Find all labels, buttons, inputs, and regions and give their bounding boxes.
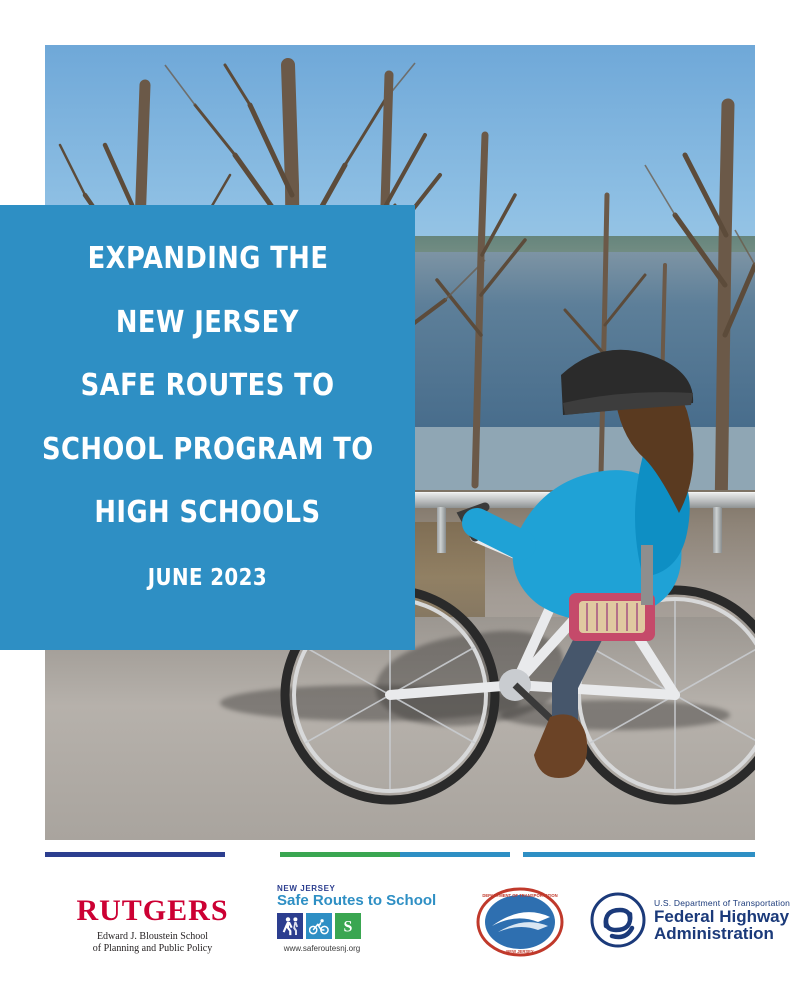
- srts-url[interactable]: www.saferoutesnj.org: [283, 943, 361, 953]
- rutgers-school-line-2: of Planning and Public Policy: [92, 943, 213, 955]
- rider: [477, 350, 693, 778]
- fhwa-department-line: U.S. Department of Transportation: [654, 897, 791, 908]
- title-line-3: SAFE ROUTES TO: [80, 368, 335, 403]
- title-panel: [0, 205, 415, 650]
- fhwa-name-line-2: Administration: [654, 924, 774, 943]
- footer: [0, 852, 800, 1006]
- publication-date: JUNE 2023: [147, 564, 268, 591]
- svg-text:DEPARTMENT OF TRANSPORTATION: DEPARTMENT OF TRANSPORTATION: [482, 893, 558, 898]
- title-line-4: SCHOOL PROGRAM TO: [41, 431, 374, 467]
- title-line-1: EXPANDING THE: [87, 241, 328, 276]
- fhwa-name-line-1: Federal Highway: [654, 906, 790, 926]
- blue-rule-1: [400, 852, 510, 857]
- bicycle-icon: [306, 913, 332, 939]
- rutgers-school-line-1: Edward J. Bloustein School: [96, 931, 209, 942]
- blue-rule-2: [523, 852, 755, 857]
- srts-program-name: Safe Routes to School: [277, 892, 437, 909]
- fhwa-triskelion-icon: [590, 892, 646, 948]
- rutgers-wordmark: RUTGERS: [76, 894, 229, 927]
- title-line-2: NEW JERSEY: [116, 304, 299, 340]
- bag-strap: [641, 545, 653, 605]
- rider-arm: [477, 523, 521, 545]
- srts-state-label: NEW JERSEY: [277, 884, 336, 893]
- njdot-seal: [468, 886, 573, 956]
- srts-logo: [277, 884, 437, 953]
- title-line-5: HIGH SCHOOLS: [94, 495, 321, 530]
- divider-rules: [45, 852, 755, 858]
- pedestrian-icon: [277, 913, 303, 939]
- rutgers-logo: [50, 896, 255, 955]
- s-mark-icon: [335, 913, 361, 939]
- svg-text:NEW JERSEY: NEW JERSEY: [506, 949, 534, 954]
- svg-text:S: S: [343, 918, 353, 936]
- fhwa-logo: [590, 892, 800, 948]
- bag-pocket: [579, 601, 645, 633]
- srts-icon-set: [277, 913, 437, 939]
- navy-rule: [45, 852, 225, 857]
- green-rule: [280, 852, 400, 857]
- logo-row: [45, 874, 791, 994]
- rider-boot: [534, 714, 587, 778]
